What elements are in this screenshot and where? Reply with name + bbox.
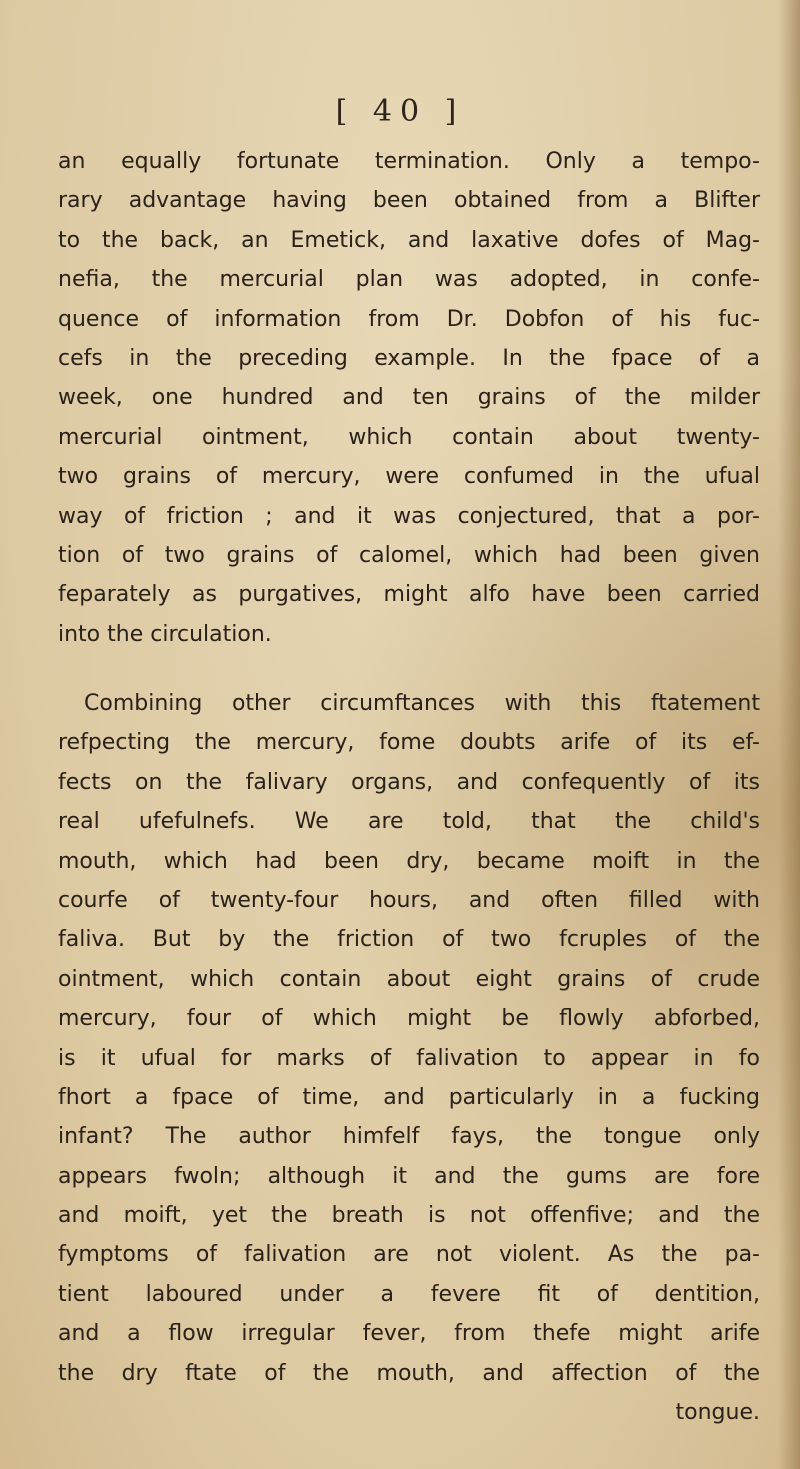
text-line: rary advantage having been obtained from a Blifter [58,188,760,214]
text-line: to the back, an Emetick, and laxative dofes of Mag- [58,227,760,253]
text-line: infant? The author himfelf fays, the tongue only [58,1124,760,1150]
text-line: an equally fortunate termination. Only a tempo- [58,149,760,174]
text-line: courfe of twenty-four hours, and often filled with [58,887,760,913]
text-line: and moift, yet the breath is not offenfive; and the [58,1203,760,1229]
text-line: ointment, which contain about eight grains of crude [58,966,760,992]
text-line: faliva. But by the friction of two fcruples of the [58,927,760,953]
paragraph-1 [58,142,760,654]
text-line: is it ufual for marks of falivation to appear in fo [58,1045,760,1071]
text-line: quence of information from Dr. Dobfon of his fuc- [58,306,760,332]
text-line: appears fwoln; although it and the gums are fore [58,1163,760,1189]
text-line: tion of two grains of calomel, which had been given [58,542,760,568]
text-line: the dry ftate of the mouth, and affection of the [58,1360,760,1386]
text-line: tient laboured under a fevere fit of dentition, [58,1281,760,1307]
paragraph-2 [58,684,760,1432]
text-line: fects on the falivary organs, and confequently of its [58,769,760,795]
text-line: nefia, the mercurial plan was adopted, in confe- [58,267,760,293]
text-line: fymptoms of falivation are not violent. As the pa- [58,1242,760,1268]
text-line: two grains of mercury, were confumed in the ufual [58,464,760,490]
page-number-header: [ 40 ] [335,94,465,129]
text-line: mercurial ointment, which contain about twenty- [58,424,760,450]
text-line: week, one hundred and ten grains of the milder [58,385,760,411]
text-line: mouth, which had been dry, became moift in the [58,848,760,874]
text-line: fhort a fpace of time, and particularly in a fucking [58,1084,760,1110]
text-line: real ufefulnefs. We are told, that the child's [58,809,760,835]
text-line: mercury, four of which might be flowly abforbed, [58,1006,760,1032]
page-edge-shadow [778,0,800,1469]
text-line: cefs in the preceding example. In the fpace of a [58,345,760,371]
text-line: into the circulation. [58,621,272,647]
text-line: and a flow irregular fever, from thefe might arife [58,1321,760,1347]
text-line: Combining other circumftances with this ftatement [84,691,760,716]
text-line: refpecting the mercury, fome doubts arife of its ef- [58,730,760,756]
text-line: tongue. [675,1400,760,1426]
text-line: way of friction ; and it was conjectured, that a por- [58,503,760,529]
text-line: feparately as purgatives, might alfo have been carried [58,582,760,608]
